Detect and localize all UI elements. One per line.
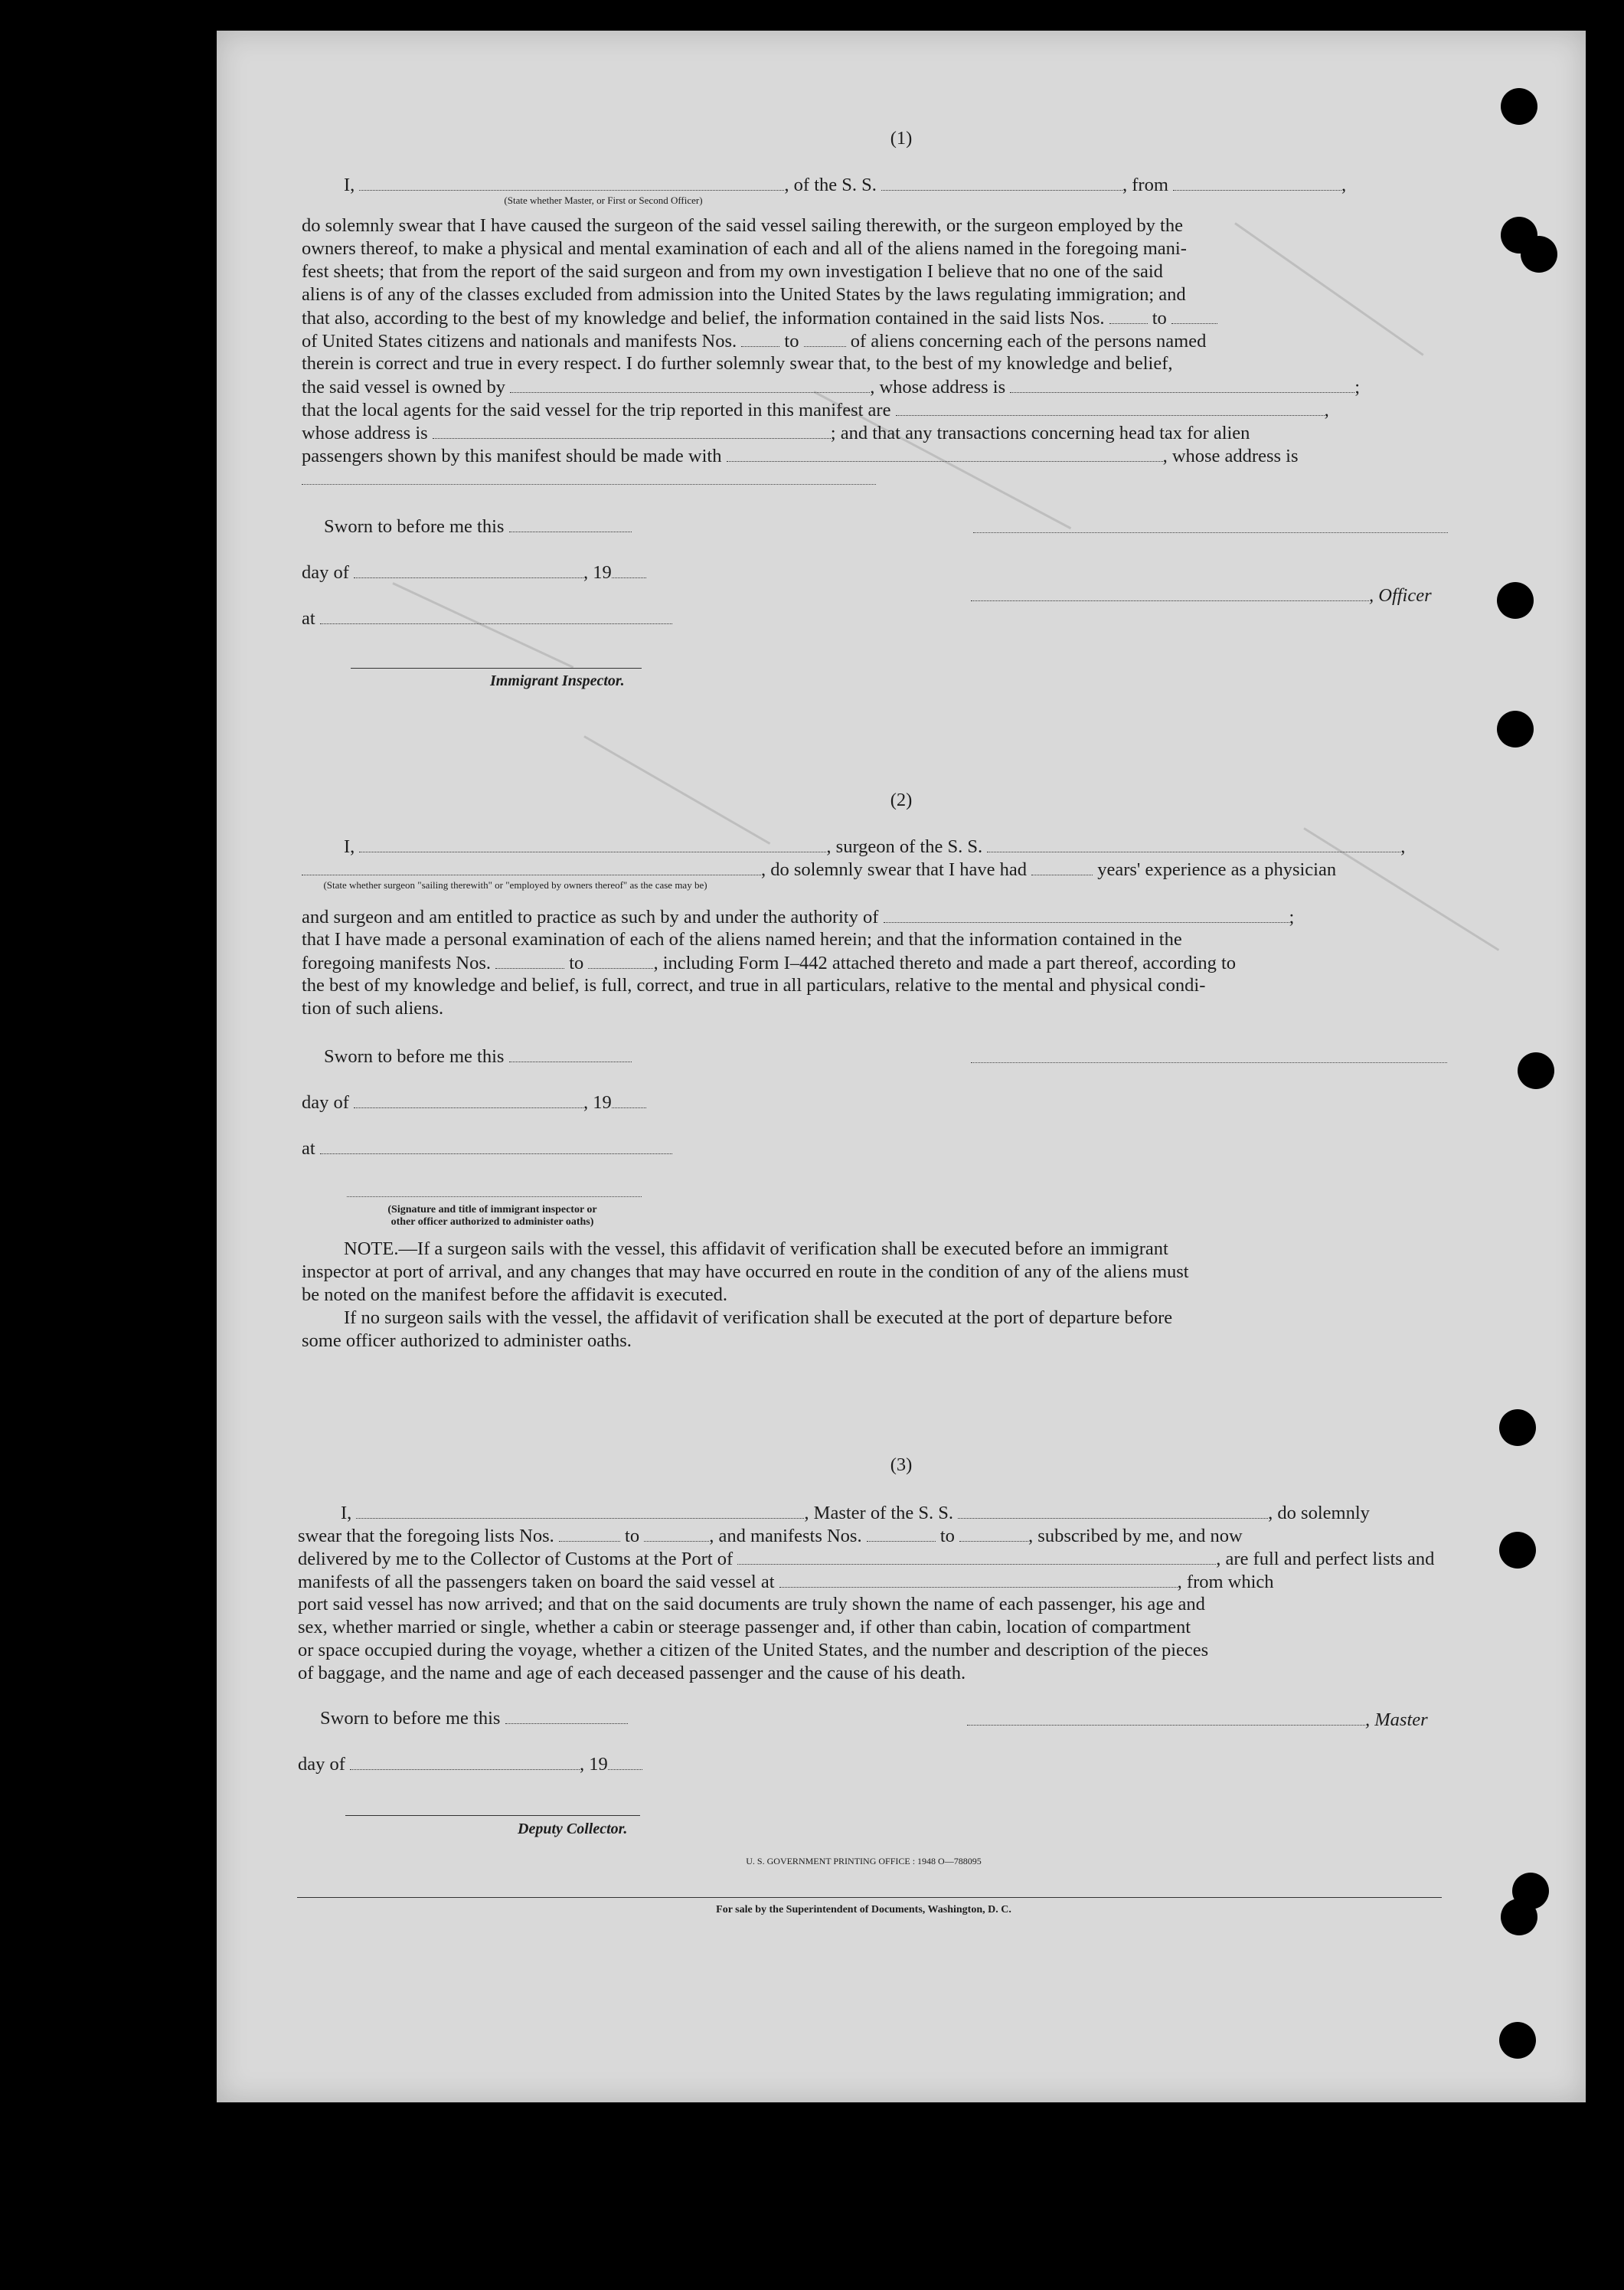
surgeon-name-field[interactable] xyxy=(359,835,826,852)
master-caption: (State whether Master, or First or Second Officer) xyxy=(504,195,703,206)
s2-officer-signature-field[interactable] xyxy=(347,1196,642,1197)
s1-para-line-2: owners thereof, to make a physical and mental examination of each and all of the aliens named in the foregoing mani- xyxy=(302,238,1187,259)
s3-month-field[interactable] xyxy=(350,1752,580,1770)
place-field[interactable] xyxy=(320,607,672,624)
s2-place-field[interactable] xyxy=(320,1137,672,1154)
s3-manifests-from-field[interactable] xyxy=(867,1524,936,1542)
s1-at: at xyxy=(302,607,672,630)
s3-para-line-3: or space occupied during the voyage, whether a citizen of the United States, and the number and description of the pieces xyxy=(298,1640,1209,1660)
deputy-collector-signature-field[interactable] xyxy=(345,1815,640,1816)
section-2-number: (2) xyxy=(890,790,913,810)
gpo-imprint: U. S. GOVERNMENT PRINTING OFFICE : 1948 O—788095 xyxy=(746,1856,982,1866)
s1-para-line-4: aliens is of any of the classes excluded from admission into the United States by the laws regulating immigration; and xyxy=(302,284,1186,305)
officer-name-field[interactable] xyxy=(359,173,784,191)
s3-para-line-2: sex, whether married or single, whether a cabin or steerage passenger and, if other than cabin, location of compartment xyxy=(298,1617,1191,1637)
s2-foregoing-line: foregoing manifests Nos. to , including Form I–442 attached thereto and made a part thereof, according to xyxy=(302,953,1237,973)
officer-signature-field[interactable] xyxy=(973,532,1448,533)
s3-year-field[interactable] xyxy=(608,1752,642,1770)
departure-port-field[interactable] xyxy=(1173,173,1341,191)
local-agents-field[interactable] xyxy=(896,398,1325,416)
surgeon-status-field[interactable] xyxy=(302,858,761,875)
years-experience-field[interactable] xyxy=(1031,858,1093,875)
s1-para-line-3: fest sheets; that from the report of the said surgeon and from my own investigation I believe that no one of the said xyxy=(302,261,1163,282)
s2-at: at xyxy=(302,1137,672,1160)
manifests-from-field[interactable] xyxy=(741,329,779,347)
s1-officer-line: , Officer xyxy=(971,584,1432,607)
s3-sworn: Sworn to before me this xyxy=(320,1706,628,1730)
lists-from-field[interactable] xyxy=(1109,306,1148,324)
s2-exam-line: that I have made a personal examination of each of the aliens named herein; and that the information contained in the xyxy=(302,929,1182,950)
owner-address-field[interactable] xyxy=(1010,375,1354,393)
surgeon-ship-field[interactable] xyxy=(987,835,1400,852)
authority-field[interactable] xyxy=(884,905,1289,923)
master-signature-field[interactable] xyxy=(967,1708,1365,1726)
punch-hole xyxy=(1518,1052,1554,1089)
s2-manifests-from-field[interactable] xyxy=(495,951,564,969)
head-tax-contact-field[interactable] xyxy=(727,444,1163,462)
s1-whose-line: whose address is ; and that any transactions concerning head tax for alien xyxy=(302,423,1250,443)
note-line-3: be noted on the manifest before the affidavit is executed. xyxy=(302,1284,728,1305)
note-line-1: NOTE.—If a surgeon sails with the vessel, this affidavit of verification shall be executed before an immigrant xyxy=(344,1238,1168,1259)
owner-field[interactable] xyxy=(510,375,870,393)
ship-name-field[interactable] xyxy=(881,173,1122,191)
section-1-number: (1) xyxy=(890,128,913,149)
s1-para-line-1: do solemnly swear that I have caused the surgeon of the said vessel sailing therewith, or the surgeon employed by the xyxy=(302,215,1183,236)
s3-line2: swear that the foregoing lists Nos. to , and manifests Nos. to , subscribed by me, and now xyxy=(298,1526,1243,1546)
punch-hole xyxy=(1497,582,1534,619)
punch-hole xyxy=(1499,2022,1536,2059)
s3-line1: I, , Master of the S. S. , do solemnly xyxy=(341,1503,1370,1523)
note-line-2: inspector at port of arrival, and any changes that may have occurred en route in the condition of any of the aliens must xyxy=(302,1261,1189,1282)
month-field[interactable] xyxy=(354,561,583,578)
s2-manifests-to-field[interactable] xyxy=(588,951,653,969)
manifest-form-page xyxy=(217,31,1586,2102)
s2-sworn: Sworn to before me this xyxy=(324,1045,632,1068)
deputy-collector-label: Deputy Collector. xyxy=(518,1821,628,1837)
punch-hole xyxy=(1497,711,1534,748)
s1-agents-line: that the local agents for the said vessel for the trip reported in this manifest are , xyxy=(302,400,1329,420)
agents-address-field[interactable] xyxy=(433,421,831,439)
s1-line1: I, , of the S. S. , from , xyxy=(344,175,1347,195)
inspector-signature-field[interactable] xyxy=(351,668,642,669)
s2-line1: I, , surgeon of the S. S. , xyxy=(344,836,1406,857)
punch-hole xyxy=(1499,1532,1536,1569)
punch-hole xyxy=(1521,236,1557,273)
if-line-1: If no surgeon sails with the vessel, the affidavit of verification shall be executed at the port of departure before xyxy=(344,1307,1173,1328)
s1-day-of: day of , 19 xyxy=(302,561,646,584)
s2-authority-line: and surgeon and am entitled to practice as such by and under the authority of ; xyxy=(302,907,1295,927)
immigrant-inspector-label: Immigrant Inspector. xyxy=(490,672,625,689)
section-3-number: (3) xyxy=(890,1454,913,1475)
s3-day-of: day of , 19 xyxy=(298,1752,642,1776)
s1-passengers-line: passengers shown by this manifest should be made with , whose address is xyxy=(302,446,1299,466)
punch-hole xyxy=(1501,88,1537,125)
manifests-to-field[interactable] xyxy=(804,329,846,347)
s2-line2: , do solemnly swear that I have had years' experience as a physician xyxy=(302,858,1336,882)
s2-day-of: day of , 19 xyxy=(302,1091,646,1114)
footer-rule xyxy=(297,1897,1442,1898)
s3-master-name-field[interactable] xyxy=(356,1501,804,1519)
s3-line3: delivered by me to the Collector of Customs at the Port of , are full and perfect lists and xyxy=(298,1549,1435,1569)
s3-sworn-day-field[interactable] xyxy=(505,1706,628,1724)
signature-caption-line-2: other officer authorized to administer oaths) xyxy=(390,1216,594,1228)
s1-sworn: Sworn to before me this xyxy=(324,515,632,538)
sworn-day-field[interactable] xyxy=(509,515,632,532)
officer-title-field[interactable] xyxy=(971,584,1369,601)
address-continuation-field[interactable] xyxy=(302,484,876,485)
s3-ship-name-field[interactable] xyxy=(958,1501,1268,1519)
s3-master-line: , Master xyxy=(967,1708,1428,1732)
s3-manifests-to-field[interactable] xyxy=(959,1524,1028,1542)
s2-best-line: the best of my knowledge and belief, is full, correct, and true in all particulars, relative to the mental and physical condi- xyxy=(302,975,1206,996)
s2-month-field[interactable] xyxy=(354,1091,583,1108)
s3-line4: manifests of all the passengers taken on board the said vessel at , from which xyxy=(298,1572,1274,1592)
signature-caption-line-1: (Signature and title of immigrant inspector or xyxy=(387,1204,597,1215)
s1-lists-line: that also, according to the best of my knowledge and belief, the information contained in the said lists Nos. to xyxy=(302,306,1217,330)
s2-year-field[interactable] xyxy=(612,1091,646,1108)
s1-us-line: of United States citizens and nationals and manifests Nos. to of aliens concerning each of the persons named xyxy=(302,331,1207,352)
s3-lists-from-field[interactable] xyxy=(559,1524,620,1542)
s1-therein-line: therein is correct and true in every respect. I do further solemnly swear that, to the best of my knowledge and belief, xyxy=(302,353,1173,374)
s1-owned-line: the said vessel is owned by , whose address is ; xyxy=(302,377,1361,397)
surgeon-signature-field[interactable] xyxy=(971,1062,1447,1063)
for-sale-note: For sale by the Superintendent of Documents, Washington, D. C. xyxy=(716,1904,1011,1915)
boarding-port-field[interactable] xyxy=(779,1570,1178,1588)
s3-para-line-4: of baggage, and the name and age of each deceased passenger and the cause of his death. xyxy=(298,1663,966,1683)
s2-tion-line: tion of such aliens. xyxy=(302,998,444,1019)
s2-sworn-day-field[interactable] xyxy=(509,1045,632,1062)
surgeon-caption: (State whether surgeon "sailing therewith" or "employed by owners thereof" as the case may be) xyxy=(323,879,707,891)
punch-hole xyxy=(1499,1409,1536,1446)
s3-para-line-1: port said vessel has now arrived; and that on the said documents are truly shown the name of each passenger, his age and xyxy=(298,1594,1205,1614)
if-line-2: some officer authorized to administer oaths. xyxy=(302,1330,632,1351)
s3-lists-to-field[interactable] xyxy=(644,1524,709,1542)
lists-to-field[interactable] xyxy=(1171,306,1217,324)
punch-hole xyxy=(1501,1899,1537,1935)
year-field[interactable] xyxy=(612,561,646,578)
port-field[interactable] xyxy=(737,1547,1216,1565)
